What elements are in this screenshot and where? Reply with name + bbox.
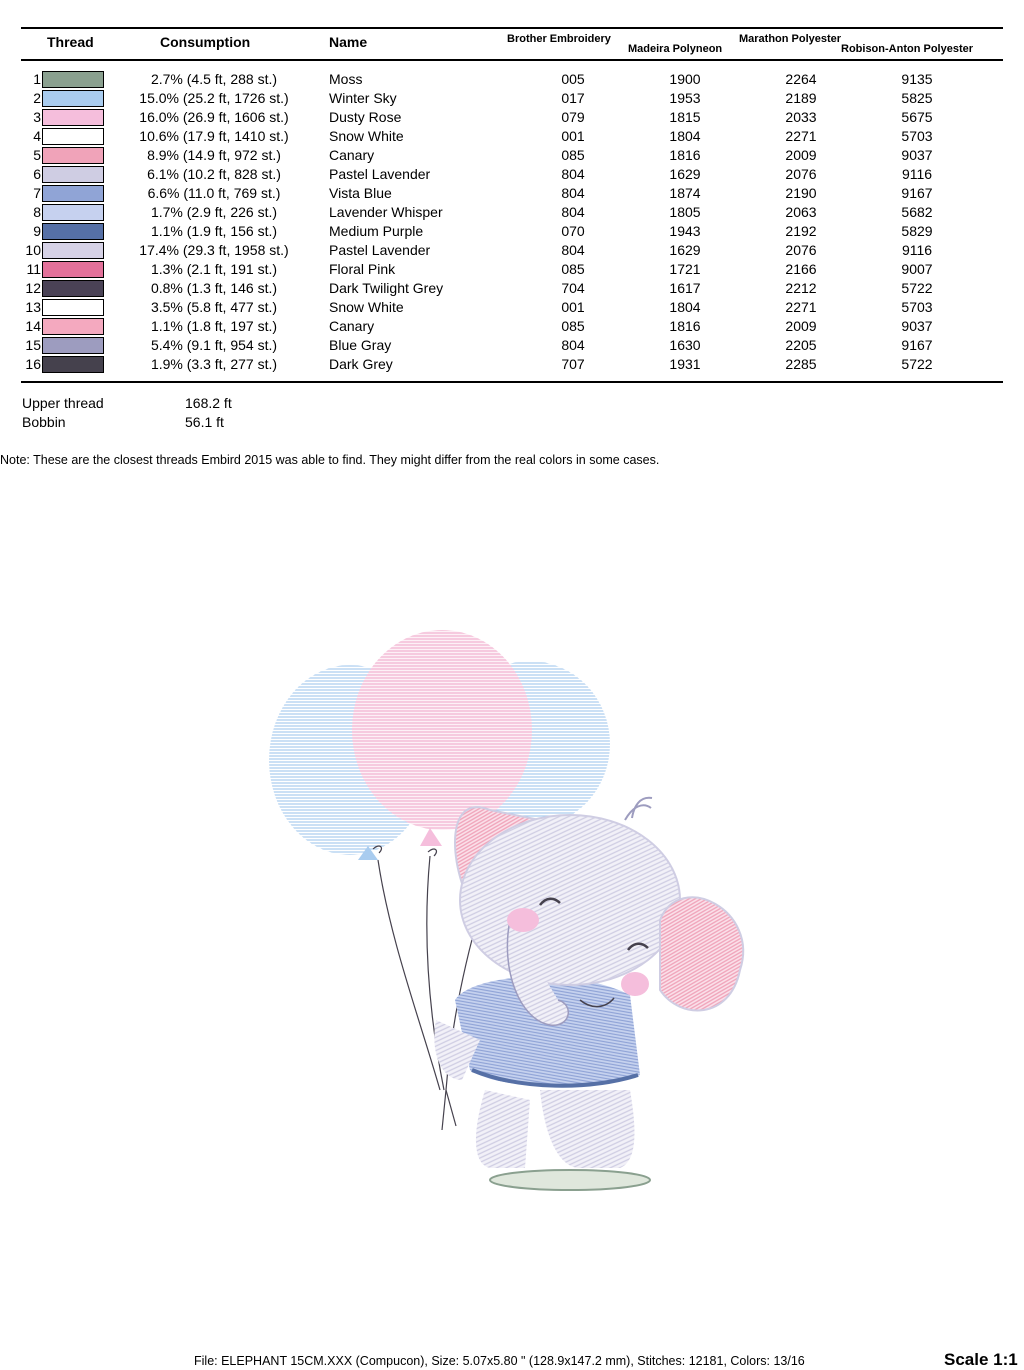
consumption-cell: 1.1% (1.9 ft, 156 st.): [150, 223, 278, 239]
thread-number: 10: [25, 242, 41, 258]
thread-number: 13: [25, 299, 41, 315]
table-top-rule: [21, 27, 1003, 29]
brother-code-cell: 085: [561, 261, 585, 277]
thread-name-cell: Pastel Lavender: [329, 166, 431, 182]
marathon-code-cell: 2205: [785, 337, 817, 353]
marathon-code-cell: 2192: [785, 223, 817, 239]
madeira-code-cell: 1874: [669, 185, 701, 201]
consumption-cell: 5.4% (9.1 ft, 954 st.): [150, 337, 278, 353]
bobbin-value: 56.1 ft: [185, 414, 224, 430]
header-madeira: Madeira Polyneon: [628, 43, 723, 55]
marathon-code-cell: 2076: [785, 242, 817, 258]
bobbin-label: Bobbin: [22, 414, 66, 430]
marathon-code-cell: 2009: [785, 318, 817, 334]
thread-number: 4: [33, 128, 41, 144]
madeira-code-cell: 1816: [669, 318, 701, 334]
thread-name-cell: Dark Grey: [329, 356, 393, 372]
table-row: [0, 70, 1024, 89]
madeira-code-cell: 1815: [669, 109, 701, 125]
color-swatch: [42, 318, 104, 335]
color-swatch: [42, 90, 104, 107]
madeira-code-cell: 1931: [669, 356, 701, 372]
file-info-footer: File: ELEPHANT 15CM.XXX (Compucon), Size: 5.07x5.80 " (128.9x147.2 mm), Stitches: 12181, Colors: 13/16: [194, 1354, 805, 1368]
thread-number: 14: [25, 318, 41, 334]
table-row: [0, 336, 1024, 355]
color-swatch: [42, 299, 104, 316]
upper-thread-value: 168.2 ft: [185, 395, 232, 411]
thread-name-cell: Snow White: [329, 299, 404, 315]
color-swatch: [42, 242, 104, 259]
header-consumption: Consumption: [160, 34, 251, 50]
robison-code-cell: 9007: [901, 261, 933, 277]
marathon-code-cell: 2076: [785, 166, 817, 182]
robison-code-cell: 9167: [901, 185, 933, 201]
elephant-balloons-design: [240, 620, 760, 1200]
consumption-cell: 17.4% (29.3 ft, 1958 st.): [139, 242, 289, 258]
marathon-code-cell: 2271: [785, 128, 817, 144]
robison-code-cell: 9116: [901, 242, 933, 258]
brother-code-cell: 804: [561, 337, 585, 353]
table-row: [0, 355, 1024, 374]
color-swatch: [42, 109, 104, 126]
color-swatch: [42, 128, 104, 145]
thread-name-cell: Vista Blue: [329, 185, 392, 201]
table-row: [0, 241, 1024, 260]
color-swatch: [42, 356, 104, 373]
brother-code-cell: 001: [561, 128, 585, 144]
color-swatch: [42, 204, 104, 221]
consumption-cell: 6.6% (11.0 ft, 769 st.): [147, 185, 281, 201]
table-row: [0, 298, 1024, 317]
brother-code-cell: 079: [561, 109, 585, 125]
thread-name-cell: Snow White: [329, 128, 404, 144]
madeira-code-cell: 1721: [669, 261, 701, 277]
consumption-cell: 1.3% (2.1 ft, 191 st.): [150, 261, 278, 277]
table-row: [0, 279, 1024, 298]
madeira-code-cell: 1943: [669, 223, 701, 239]
thread-note: Note: These are the closest threads Embird 2015 was able to find. They might differ from the real colors in some cases.: [0, 453, 660, 467]
table-row: [0, 260, 1024, 279]
consumption-cell: 1.9% (3.3 ft, 277 st.): [150, 356, 278, 372]
thread-name-cell: Floral Pink: [329, 261, 396, 277]
robison-code-cell: 5703: [901, 128, 933, 144]
thread-name-cell: Winter Sky: [329, 90, 397, 106]
brother-code-cell: 804: [561, 166, 585, 182]
thread-number: 16: [25, 356, 41, 372]
ground-shadow: [490, 1170, 650, 1190]
thread-number: 15: [25, 337, 41, 353]
madeira-code-cell: 1617: [669, 280, 701, 296]
marathon-code-cell: 2063: [785, 204, 817, 220]
color-swatch: [42, 147, 104, 164]
consumption-cell: 16.0% (26.9 ft, 1606 st.): [139, 109, 289, 125]
color-swatch: [42, 71, 104, 88]
thread-number: 6: [33, 166, 41, 182]
brother-code-cell: 704: [561, 280, 585, 296]
brother-code-cell: 804: [561, 204, 585, 220]
brother-code-cell: 017: [561, 90, 585, 106]
thread-name-cell: Medium Purple: [329, 223, 424, 239]
marathon-code-cell: 2009: [785, 147, 817, 163]
table-row: [0, 184, 1024, 203]
header-thread: Thread: [47, 34, 94, 50]
madeira-code-cell: 1805: [669, 204, 701, 220]
madeira-code-cell: 1629: [669, 242, 701, 258]
consumption-cell: 8.9% (14.9 ft, 972 st.): [147, 147, 281, 163]
marathon-code-cell: 2285: [785, 356, 817, 372]
robison-code-cell: 5675: [901, 109, 933, 125]
header-brother: Brother Embroidery: [507, 33, 611, 45]
robison-code-cell: 5682: [901, 204, 933, 220]
consumption-cell: 1.1% (1.8 ft, 197 st.): [150, 318, 278, 334]
consumption-cell: 2.7% (4.5 ft, 288 st.): [150, 71, 278, 87]
thread-name-cell: Lavender Whisper: [329, 204, 443, 220]
brother-code-cell: 707: [561, 356, 585, 372]
marathon-code-cell: 2190: [785, 185, 817, 201]
brother-code-cell: 804: [561, 242, 585, 258]
thread-number: 7: [33, 185, 41, 201]
color-swatch: [42, 185, 104, 202]
robison-code-cell: 5703: [901, 299, 933, 315]
madeira-code-cell: 1804: [669, 299, 701, 315]
color-swatch: [42, 261, 104, 278]
robison-code-cell: 9116: [901, 166, 933, 182]
robison-code-cell: 5829: [901, 223, 933, 239]
thread-name-cell: Moss: [329, 71, 363, 87]
brother-code-cell: 085: [561, 318, 585, 334]
marathon-code-cell: 2189: [785, 90, 817, 106]
scale-label: Scale 1:1: [944, 1350, 1018, 1369]
thread-name-cell: Blue Gray: [329, 337, 392, 353]
elephant-right-ear: [660, 897, 743, 1010]
thread-number: 2: [33, 90, 41, 106]
robison-code-cell: 5825: [901, 90, 933, 106]
header-name: Name: [329, 34, 368, 50]
marathon-code-cell: 2264: [785, 71, 817, 87]
madeira-code-cell: 1816: [669, 147, 701, 163]
table-row: [0, 222, 1024, 241]
thread-number: 1: [33, 71, 41, 87]
brother-code-cell: 804: [561, 185, 585, 201]
thread-name-cell: Dusty Rose: [329, 109, 402, 125]
brother-code-cell: 001: [561, 299, 585, 315]
consumption-cell: 10.6% (17.9 ft, 1410 st.): [139, 128, 289, 144]
color-swatch: [42, 223, 104, 240]
color-swatch: [42, 166, 104, 183]
madeira-code-cell: 1629: [669, 166, 701, 182]
robison-code-cell: 9037: [901, 147, 933, 163]
table-bottom-rule: [21, 381, 1003, 383]
consumption-cell: 0.8% (1.3 ft, 146 st.): [150, 280, 278, 296]
table-row: [0, 203, 1024, 222]
brother-code-cell: 070: [561, 223, 585, 239]
thread-number: 9: [33, 223, 41, 239]
thread-name-cell: Pastel Lavender: [329, 242, 431, 258]
table-row: [0, 146, 1024, 165]
thread-name-cell: Dark Twilight Grey: [329, 280, 444, 296]
madeira-code-cell: 1630: [669, 337, 701, 353]
marathon-code-cell: 2212: [785, 280, 817, 296]
madeira-code-cell: 1900: [669, 71, 701, 87]
thread-number: 8: [33, 204, 41, 220]
thread-number: 11: [26, 261, 41, 277]
upper-thread-label: Upper thread: [22, 395, 104, 411]
marathon-code-cell: 2033: [785, 109, 817, 125]
brother-code-cell: 005: [561, 71, 585, 87]
table-row: [0, 108, 1024, 127]
robison-code-cell: 5722: [901, 356, 933, 372]
color-swatch: [42, 337, 104, 354]
table-row: [0, 89, 1024, 108]
thread-number: 12: [25, 280, 41, 296]
consumption-cell: 6.1% (10.2 ft, 828 st.): [147, 166, 281, 182]
thread-name-cell: Canary: [329, 147, 375, 163]
color-swatch: [42, 280, 104, 297]
robison-code-cell: 9167: [901, 337, 933, 353]
table-row: [0, 127, 1024, 146]
thread-number: 5: [33, 147, 41, 163]
table-row: [0, 317, 1024, 336]
consumption-cell: 3.5% (5.8 ft, 477 st.): [150, 299, 278, 315]
header-marathon: Marathon Polyester: [739, 33, 842, 45]
thread-number: 3: [33, 109, 41, 125]
marathon-code-cell: 2166: [785, 261, 817, 277]
madeira-code-cell: 1953: [669, 90, 701, 106]
thread-name-cell: Canary: [329, 318, 375, 334]
robison-code-cell: 5722: [901, 280, 933, 296]
marathon-code-cell: 2271: [785, 299, 817, 315]
brother-code-cell: 085: [561, 147, 585, 163]
madeira-code-cell: 1804: [669, 128, 701, 144]
robison-code-cell: 9135: [901, 71, 933, 87]
header-robison: Robison-Anton Polyester: [841, 43, 974, 55]
table-row: [0, 165, 1024, 184]
robison-code-cell: 9037: [901, 318, 933, 334]
consumption-cell: 1.7% (2.9 ft, 226 st.): [150, 204, 278, 220]
table-header-rule: [21, 59, 1003, 61]
consumption-cell: 15.0% (25.2 ft, 1726 st.): [139, 90, 289, 106]
